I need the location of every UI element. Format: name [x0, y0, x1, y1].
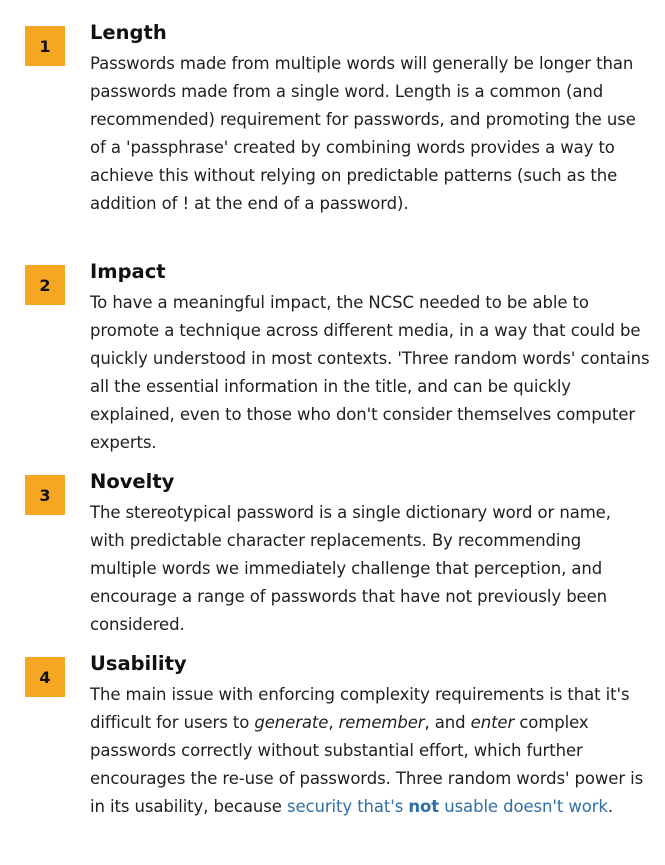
body-text: , and [424, 713, 471, 732]
item-heading: Usability [90, 652, 187, 675]
usability-link[interactable] [287, 797, 608, 816]
body-text: , [328, 713, 339, 732]
body-text: . [607, 797, 614, 816]
body-text: The main issue with enforcing complexity requirements is that it's difficult for users to [90, 685, 630, 732]
number-badge: 3 [25, 475, 65, 515]
link-bold-text[interactable]: not [408, 797, 440, 816]
item-heading: Novelty [90, 470, 175, 493]
item-content [90, 22, 650, 218]
emphasis-remember: remember [338, 713, 425, 732]
item-content [90, 653, 650, 821]
emphasis-enter: enter [470, 713, 515, 732]
item-body: Passwords made from multiple words will generally be longer than passwords made from a single word. Length is a common (and recommended) requirement for passwords, and promoting the use of a 'passphrase' created by combining words provides a way to achieve this without relying on predictable patterns (such as the addition of ! at the end of a password). [90, 54, 636, 213]
body-text: complex passwords correctly without substantial effort, which further encourages the re-use of passwords. Three random words' power is in its usability, because [90, 713, 644, 816]
item-body: To have a meaningful impact, the NCSC needed to be able to promote a technique across different media, in a way that could be quickly understood in most contexts. 'Three random words' contains all the essential information in the title, and can be quickly explained, even to those who don't consider themselves computer experts. [90, 293, 650, 452]
link-text[interactable]: security that's [286, 797, 409, 816]
item-content [90, 471, 650, 639]
emphasis-generate: generate [254, 713, 329, 732]
number-badge: 1 [25, 26, 65, 66]
item-body [90, 681, 650, 821]
item-heading: Length [90, 21, 167, 44]
link-text[interactable]: usable doesn't work [439, 797, 608, 816]
number-badge: 4 [25, 657, 65, 697]
number-badge: 2 [25, 265, 65, 305]
item-content [90, 261, 650, 457]
item-body: The stereotypical password is a single dictionary word or name, with predictable character replacements. By recommending multiple words we immediately challenge that perception, and encourage a range of passwords that have not previously been considered. [90, 503, 611, 634]
item-heading: Impact [90, 260, 166, 283]
